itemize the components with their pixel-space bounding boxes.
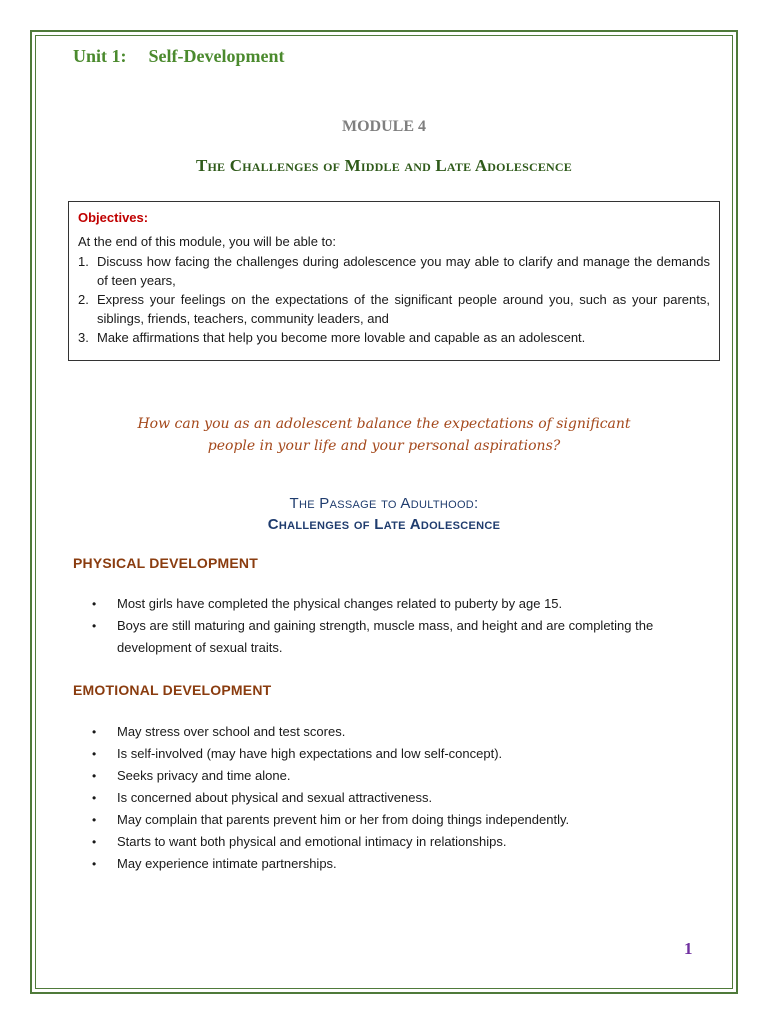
list-item-text: Seeks privacy and time alone. bbox=[117, 768, 291, 783]
emotional-development-list bbox=[92, 721, 712, 875]
bullet-icon: • bbox=[92, 791, 97, 805]
bullet-icon: • bbox=[92, 619, 97, 633]
bullet-icon: • bbox=[92, 725, 97, 739]
list-item bbox=[92, 743, 712, 765]
unit-name: Self-Development bbox=[148, 46, 285, 66]
list-item-text: May complain that parents prevent him or her from doing things independently. bbox=[117, 812, 570, 827]
list-item bbox=[92, 787, 712, 809]
unit-title bbox=[73, 46, 284, 67]
objective-number: 1. bbox=[78, 254, 89, 269]
list-item bbox=[92, 831, 712, 853]
objective-item bbox=[78, 290, 710, 328]
list-item-text: Starts to want both physical and emotional intimacy in relationships. bbox=[117, 834, 507, 849]
list-item-text: May stress over school and test scores. bbox=[117, 724, 346, 739]
list-item bbox=[92, 765, 712, 787]
page-number: 1 bbox=[684, 939, 693, 958]
question-line-1: How can you as an adolescent balance the expectations of significant bbox=[137, 416, 631, 432]
objectives-list bbox=[78, 252, 710, 347]
module-subtitle: The Challenges of Middle and Late Adolescence bbox=[195, 156, 572, 175]
module-title: MODULE 4 bbox=[342, 118, 426, 135]
list-item-text: Most girls have completed the physical changes related to puberty by age 15. bbox=[117, 596, 563, 611]
list-item-text: Is self-involved (may have high expectations and low self-concept). bbox=[117, 746, 503, 761]
list-item bbox=[92, 853, 712, 875]
objective-item bbox=[78, 328, 710, 347]
objectives-box bbox=[68, 201, 720, 361]
objective-text: Express your feelings on the expectations of the significant people around you, such as your parents, siblings, friends, teachers, community leaders, and bbox=[97, 292, 710, 326]
physical-development-heading: PHYSICAL DEVELOPMENT bbox=[73, 555, 258, 571]
list-item bbox=[92, 721, 712, 743]
section-title bbox=[0, 493, 768, 535]
list-item bbox=[92, 615, 712, 659]
objective-text: Discuss how facing the challenges during adolescence you may able to clarify and manage the demands of teen years, bbox=[97, 254, 710, 288]
bullet-icon: • bbox=[92, 857, 97, 871]
list-item bbox=[92, 809, 712, 831]
objective-text: Make affirmations that help you become more lovable and capable as an adolescent. bbox=[97, 330, 586, 345]
section-title-line-2: Challenges of Late Adolescence bbox=[267, 516, 501, 533]
emotional-development-heading: EMOTIONAL DEVELOPMENT bbox=[73, 682, 272, 698]
bullet-icon: • bbox=[92, 769, 97, 783]
guiding-question bbox=[0, 413, 768, 457]
bullet-icon: • bbox=[92, 835, 97, 849]
question-line-2: people in your life and your personal aspirations? bbox=[207, 438, 561, 454]
physical-development-list bbox=[92, 593, 712, 659]
objective-number: 2. bbox=[78, 292, 89, 307]
bullet-icon: • bbox=[92, 747, 97, 761]
objectives-heading: Objectives: bbox=[78, 210, 149, 225]
objective-number: 3. bbox=[78, 330, 89, 345]
unit-label: Unit 1: bbox=[73, 46, 127, 66]
list-item-text: May experience intimate partnerships. bbox=[117, 856, 337, 871]
list-item bbox=[92, 593, 712, 615]
section-title-line-1: The Passage to Adulthood: bbox=[289, 495, 479, 512]
bullet-icon: • bbox=[92, 813, 97, 827]
list-item-text: Boys are still maturing and gaining strength, muscle mass, and height and are completing the development of sexual traits. bbox=[117, 618, 654, 655]
objective-item bbox=[78, 252, 710, 290]
list-item-text: Is concerned about physical and sexual attractiveness. bbox=[117, 790, 433, 805]
bullet-icon: • bbox=[92, 597, 97, 611]
objectives-intro: At the end of this module, you will be able to: bbox=[78, 234, 336, 249]
